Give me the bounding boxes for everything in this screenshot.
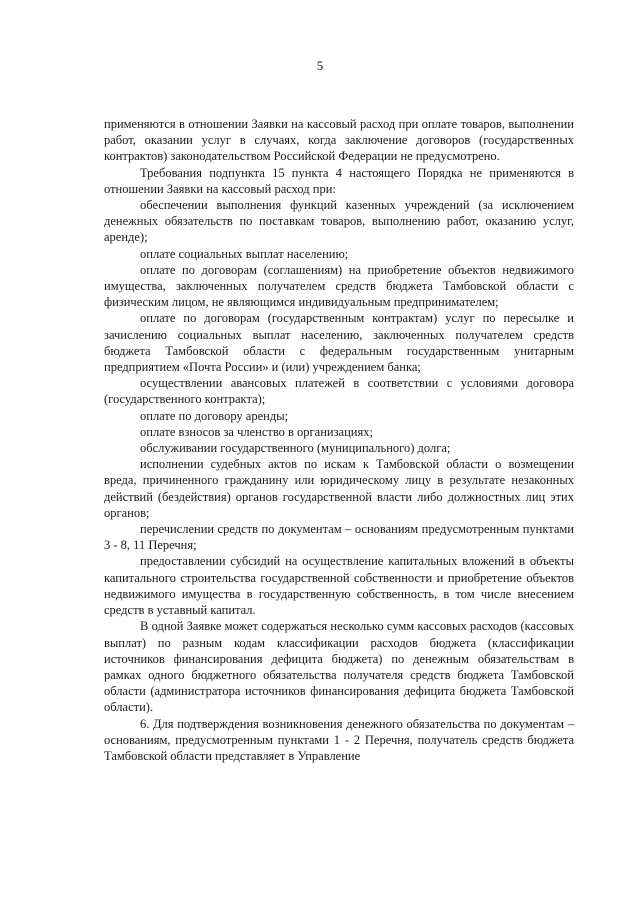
paragraph: Требования подпункта 15 пункта 4 настоящего Порядка не применяются в отношении Заявки на кассовый расход при: <box>104 165 574 196</box>
paragraph: обеспечении выполнения функций казенных учреждений (за исключением денежных обязательств по поставкам товаров, выполнению работ, оказанию услуг, аренде); <box>104 198 574 245</box>
paragraph: 6. Для подтверждения возникновения денежного обязательства по документам – основаниям, предусмотренным пунктами 1 - 2 Перечня, получатель средств бюджета Тамбовской области представляет в Управление <box>104 716 574 763</box>
paragraph: оплате взносов за членство в организациях; <box>140 424 373 439</box>
paragraph: оплате по договорам (государственным контрактам) услуг по пересылке и зачислению социальных выплат населению, заключенных получателем средств бюджета Тамбовской области с федеральным государственным унитарным предприятием «Почта России» и (или) учреждением банка; <box>104 311 574 375</box>
paragraph: предоставлении субсидий на осуществление капитальных вложений в объекты капитального строительства государственной собственности и приобретение объектов недвижимого имущества в государственную собственность, в том числе внесением средств в уставный капитал. <box>104 554 574 618</box>
page-number: 5 <box>316 58 324 73</box>
paragraph: обслуживании государственного (муниципального) долга; <box>140 441 451 456</box>
paragraph: В одной Заявке может содержаться несколько сумм кассовых расходов (кассовых выплат) по разным кодам классификации расходов бюджета (классификации источников финансирования дефицита бюджета) по денежным обязательствам в рамках одного бюджетного обязательства получателя средств бюджета Тамбовской области (администратора источников финансирования дефицита бюджета Тамбовской области). <box>104 619 574 715</box>
paragraph: оплате по договору аренды; <box>140 408 289 423</box>
paragraph: осуществлении авансовых платежей в соответствии с условиями договора (государственного контракта); <box>104 376 574 407</box>
document-body <box>104 116 574 764</box>
paragraph: исполнении судебных актов по искам к Тамбовской области о возмещении вреда, причиненного гражданину или юридическому лицу в результате незаконных действий (бездействия) органов государственной власти либо должностных лиц этих органов; <box>104 457 574 520</box>
paragraph: оплате социальных выплат населению; <box>140 246 349 261</box>
paragraph: применяются в отношении Заявки на кассовый расход при оплате товаров, выполнении работ, оказании услуг в случаях, когда заключение договоров (государственных контрактов) законодательством Российской Федерации не предусмотрено. <box>104 117 574 164</box>
paragraph: оплате по договорам (соглашениям) на приобретение объектов недвижимого имущества, заключенных получателем средств бюджета Тамбовской области с физическим лицом, не являющимся индивидуальным предпринимателем; <box>104 262 574 310</box>
paragraph: перечислении средств по документам – основаниям предусмотренным пунктами 3 - 8, 11 Перечня; <box>104 522 574 553</box>
